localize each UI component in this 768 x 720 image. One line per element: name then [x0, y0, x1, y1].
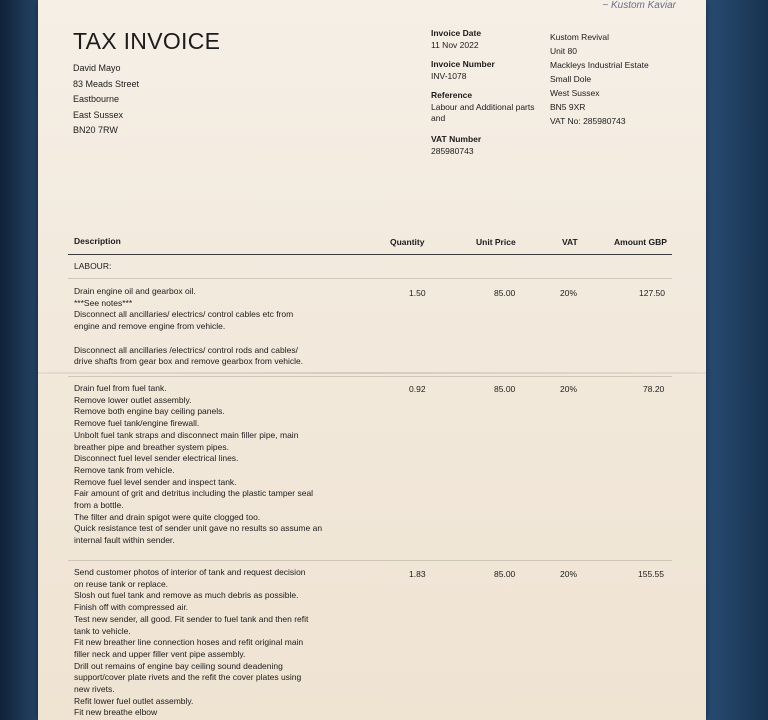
description-line: Disconnect all ancillaries /electrics/ control rods and cables/ [74, 344, 298, 355]
header-description: Description [74, 236, 121, 246]
background-right [702, 0, 768, 720]
page-title: TAX INVOICE [73, 28, 221, 54]
description-line: internal fault within sender. [74, 535, 175, 546]
row-vat: 20% [560, 288, 578, 298]
row-amount: 127.50 [639, 288, 665, 298]
description-line: Fair amount of grit and detritus including the plastic tamper seal [74, 488, 314, 499]
customer-line: Eastbourne [73, 94, 120, 104]
header-unit-price: Unit Price [476, 237, 516, 247]
background-left [0, 0, 40, 720]
table-row-description [74, 383, 322, 547]
description-line: Fit new breather line connection hoses and refit original main [74, 637, 304, 648]
row-rule [68, 376, 672, 377]
description-line: Drain engine oil and gearbox oil. [74, 286, 196, 296]
customer-line: David Mayo [73, 63, 121, 73]
vat-number-label: VAT Number [431, 134, 482, 144]
description-line: Fit new breathe elbow [74, 707, 158, 718]
show-through-text [418, 150, 420, 161]
description-line: tank to vehicle. [74, 625, 131, 636]
row-amount: 155.55 [638, 569, 664, 579]
section-label: LABOUR: [74, 261, 112, 271]
supplier-line: VAT No: 285980743 [550, 116, 626, 126]
invoice-number-label: Invoice Number [431, 59, 495, 69]
description-line: Remove tank from vehicle. [74, 464, 175, 475]
description-line: The filter and drain spigot were quite clogged too. [74, 511, 261, 522]
description-line: new rivets. [74, 684, 115, 695]
invoice-date: 11 Nov 2022 [431, 39, 479, 50]
description-line: support/cover plate rivets and the refit the cover plates using [74, 672, 302, 683]
signature: ~ Kustom Kaviar [602, 0, 676, 11]
table-row-description [74, 286, 303, 368]
customer-address [73, 61, 139, 139]
description-line: Drill out remains of engine bay ceiling sound deadening [74, 660, 283, 671]
supplier-line: Unit 80 [550, 46, 577, 56]
description-line: engine and remove engine from vehicle. [74, 321, 226, 332]
description-line: Send customer photos of interior of tank and request decision [74, 567, 306, 577]
invoice-paper [38, 0, 706, 720]
description-line: breather pipe and breather system pipes. [74, 441, 229, 452]
customer-line: East Sussex [73, 109, 124, 120]
header-amount: Amount GBP [614, 237, 667, 247]
description-line: Disconnect all ancillaries/ electrics/ control cables etc from [74, 309, 294, 320]
row-vat: 20% [560, 384, 578, 394]
section-rule [68, 278, 672, 279]
row-quantity: 1.83 [409, 569, 426, 579]
description-gap [74, 333, 303, 345]
invoice-number-block [431, 59, 495, 82]
invoice-date-block [431, 28, 481, 51]
row-amount: 78.20 [643, 384, 665, 394]
table-row-description [74, 567, 308, 719]
vat-number: 285980743 [431, 145, 474, 156]
row-quantity: 1.50 [409, 288, 426, 298]
description-line: drive shafts from gear box and remove gearbox from vehicle. [74, 356, 304, 367]
description-line: from a bottle. [74, 500, 124, 511]
description-line: Slosh out fuel tank and remove as much debris as possible. [74, 590, 299, 601]
header-quantity: Quantity [390, 237, 425, 247]
supplier-line: West Sussex [550, 88, 600, 98]
reference-line: Labour and Additional parts [431, 101, 535, 112]
reference-line: and [431, 113, 446, 123]
supplier-line: Mackleys Industrial Estate [550, 60, 649, 70]
description-line: filler neck and upper filler vent pipe assembly. [74, 648, 246, 659]
reference-label: Reference [431, 90, 473, 100]
description-line: ***See notes*** [74, 297, 133, 308]
row-rule [68, 560, 672, 561]
reference-block [431, 90, 535, 125]
supplier-line: BN5 9XR [550, 102, 586, 112]
description-line: Unbolt fuel tank straps and disconnect main filler pipe, main [74, 429, 299, 440]
row-unit-price: 85.00 [494, 569, 516, 579]
vat-number-block [431, 134, 481, 157]
description-line: Drain fuel from fuel tank. [74, 383, 167, 393]
description-line: Remove fuel level sender and inspect tank. [74, 476, 237, 487]
invoice-number: INV-1078 [431, 70, 467, 81]
header-rule [68, 254, 672, 255]
description-line: Remove fuel tank/engine firewall. [74, 418, 200, 429]
row-vat: 20% [560, 569, 578, 579]
invoice-date-label: Invoice Date [431, 28, 482, 38]
row-unit-price: 85.00 [494, 384, 516, 394]
description-line: Quick resistance test of sender unit gave no results so assume an [74, 523, 323, 534]
supplier-line: Kustom Revival [550, 32, 610, 42]
customer-line: BN20 7RW [73, 125, 118, 135]
description-line: Remove lower outlet assembly. [74, 394, 192, 405]
description-line: on reuse tank or replace. [74, 578, 169, 589]
row-unit-price: 85.00 [494, 288, 516, 298]
paper-fold [38, 372, 706, 374]
row-quantity: 0.92 [409, 384, 426, 394]
supplier-line: Small Dole [550, 74, 592, 84]
description-line: Test new sender, all good. Fit sender to fuel tank and then refit [74, 613, 309, 624]
description-line: Disconnect fuel level sender electrical lines. [74, 453, 239, 464]
description-line: Refit lower fuel outlet assembly. [74, 695, 194, 706]
description-line: Remove both engine bay ceiling panels. [74, 406, 225, 417]
customer-line: 83 Meads Street [73, 78, 140, 89]
description-line: Finish off with compressed air. [74, 602, 189, 613]
supplier-address [550, 30, 649, 128]
header-vat: VAT [562, 237, 578, 247]
